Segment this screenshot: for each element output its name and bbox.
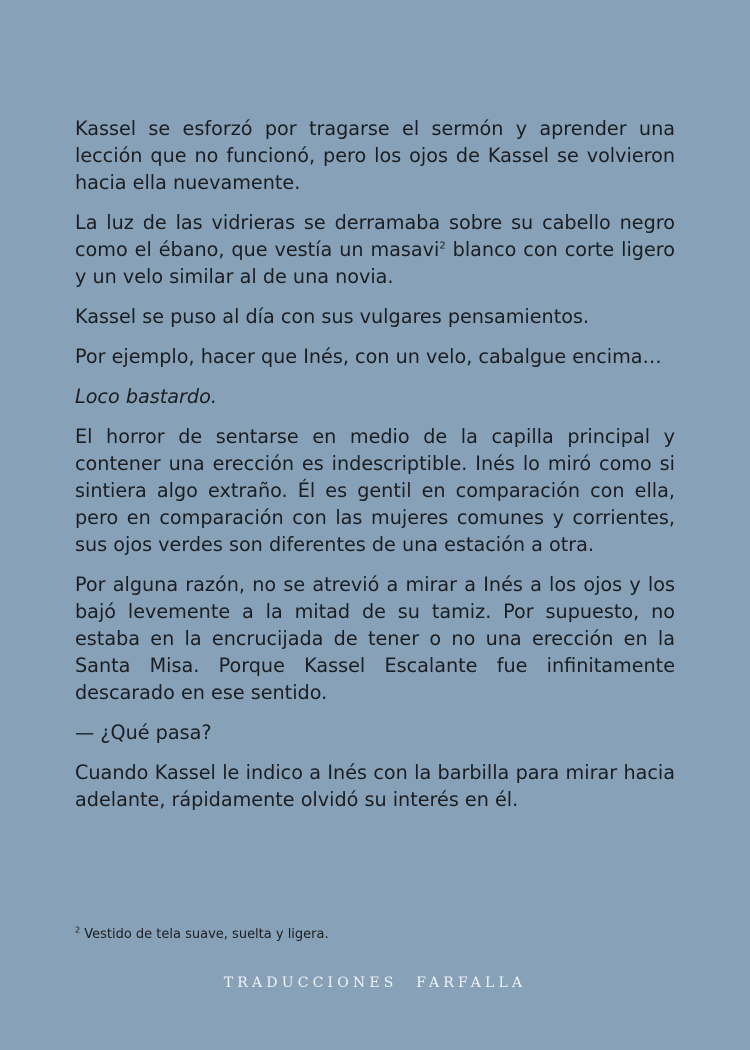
paragraph-3: Kassel se puso al día con sus vulgares pensamientos. bbox=[75, 305, 590, 328]
paragraph-9: Cuando Kassel le indico a Inés con la barbilla para mirar hacia adelante, rápidamente olvidó su interés en él. bbox=[75, 761, 675, 811]
paragraph-2-text-b: blanco con corte ligero y un velo similar al de una novia. bbox=[75, 238, 675, 288]
paragraph-1: Kassel se esforzó por tragarse el sermón y aprender una lección que no funcionó, pero los ojos de Kassel se volvieron hacia ella nuevamente. bbox=[75, 117, 675, 194]
footnote-marker: 2 bbox=[75, 925, 81, 935]
paragraph-7: Por alguna razón, no se atrevió a mirar a Inés a los ojos y los bajó levemente a la mitad de su tamiz. Por supuesto, no estaba en la encrucijada de tener o no una erección en la Santa Misa. Porque Kassel Escalante fue infinitamente descarado en ese sentido. bbox=[75, 573, 675, 704]
footnote-text: Vestido de tela suave, suelta y ligera. bbox=[80, 927, 329, 942]
footer-credit: TRADUCCIONES FARFALLA bbox=[223, 975, 527, 991]
footnote bbox=[75, 926, 675, 944]
page-body bbox=[75, 115, 675, 826]
paragraph-8-dialogue: — ¿Qué pasa? bbox=[75, 721, 212, 744]
paragraph-6: El horror de sentarse en medio de la capilla principal y contener una erección es indescriptible. Inés lo miró como si sintiera algo extraño. Él es gentil en comparación con ella, pero en comparación con las mujeres comunes y corrientes, sus ojos verdes son diferentes de una estación a otra. bbox=[75, 425, 675, 556]
paragraph-2 bbox=[75, 209, 675, 290]
paragraph-4: Por ejemplo, hacer que Inés, con un velo, cabalgue encima… bbox=[75, 345, 662, 368]
footnote-reference: 2 bbox=[439, 240, 446, 252]
paragraph-2-text-a: La luz de las vidrieras se derramaba sobre su cabello negro como el ébano, que vestía un masavi bbox=[75, 211, 675, 261]
paragraph-5-italic: Loco bastardo. bbox=[75, 385, 217, 408]
